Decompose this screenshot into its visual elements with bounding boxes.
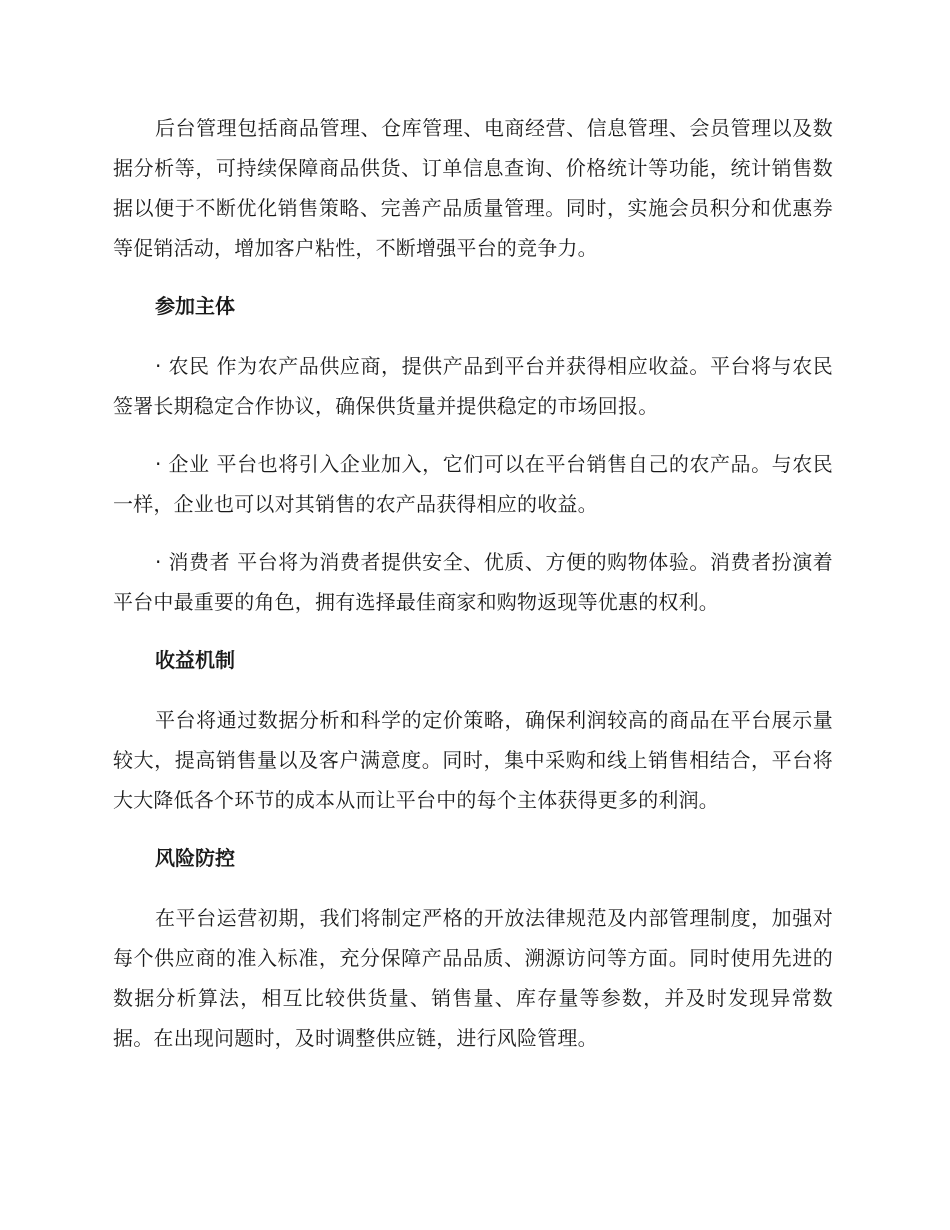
risk-paragraph: 在平台运营初期，我们将制定严格的开放法律规范及内部管理制度，加强对每个供应商的准入标准，充分保障产品品质、溯源访问等方面。同时使用先进的数据分析算法，相互比较供货量、销售量、库存量等参数，并及时发现异常数据。在出现问题时，及时调整供应链，进行风险管理。 <box>113 906 833 1050</box>
section-heading-participants: 参加主体 <box>155 294 235 318</box>
participant-item-enterprises: · 企业 平台也将引入企业加入，它们可以在平台销售自己的农产品。与农民一样，企业也可以对其销售的农产品获得相应的收益。 <box>113 452 833 516</box>
document-body <box>113 108 833 1058</box>
section-heading-revenue: 收益机制 <box>155 648 235 672</box>
revenue-paragraph: 平台将通过数据分析和科学的定价策略，确保利润较高的商品在平台展示量较大，提高销售量以及客户满意度。同时，集中采购和线上销售相结合，平台将大大降低各个环节的成本从而让平台中的每个主体获得更多的利润。 <box>113 708 833 812</box>
intro-paragraph: 后台管理包括商品管理、仓库管理、电商经营、信息管理、会员管理以及数据分析等，可持续保障商品供货、订单信息查询、价格统计等功能，统计销售数据以便于不断优化销售策略、完善产品质量管理。同时，实施会员积分和优惠券等促销活动，增加客户粘性，不断增强平台的竞争力。 <box>113 116 833 260</box>
section-heading-risk: 风险防控 <box>155 846 235 870</box>
participant-item-consumers: · 消费者 平台将为消费者提供安全、优质、方便的购物体验。消费者扮演着平台中最重要的角色，拥有选择最佳商家和购物返现等优惠的权利。 <box>113 550 833 614</box>
participant-item-farmers: · 农民 作为农产品供应商，提供产品到平台并获得相应收益。平台将与农民签署长期稳定合作协议，确保供货量并提供稳定的市场回报。 <box>113 354 833 418</box>
